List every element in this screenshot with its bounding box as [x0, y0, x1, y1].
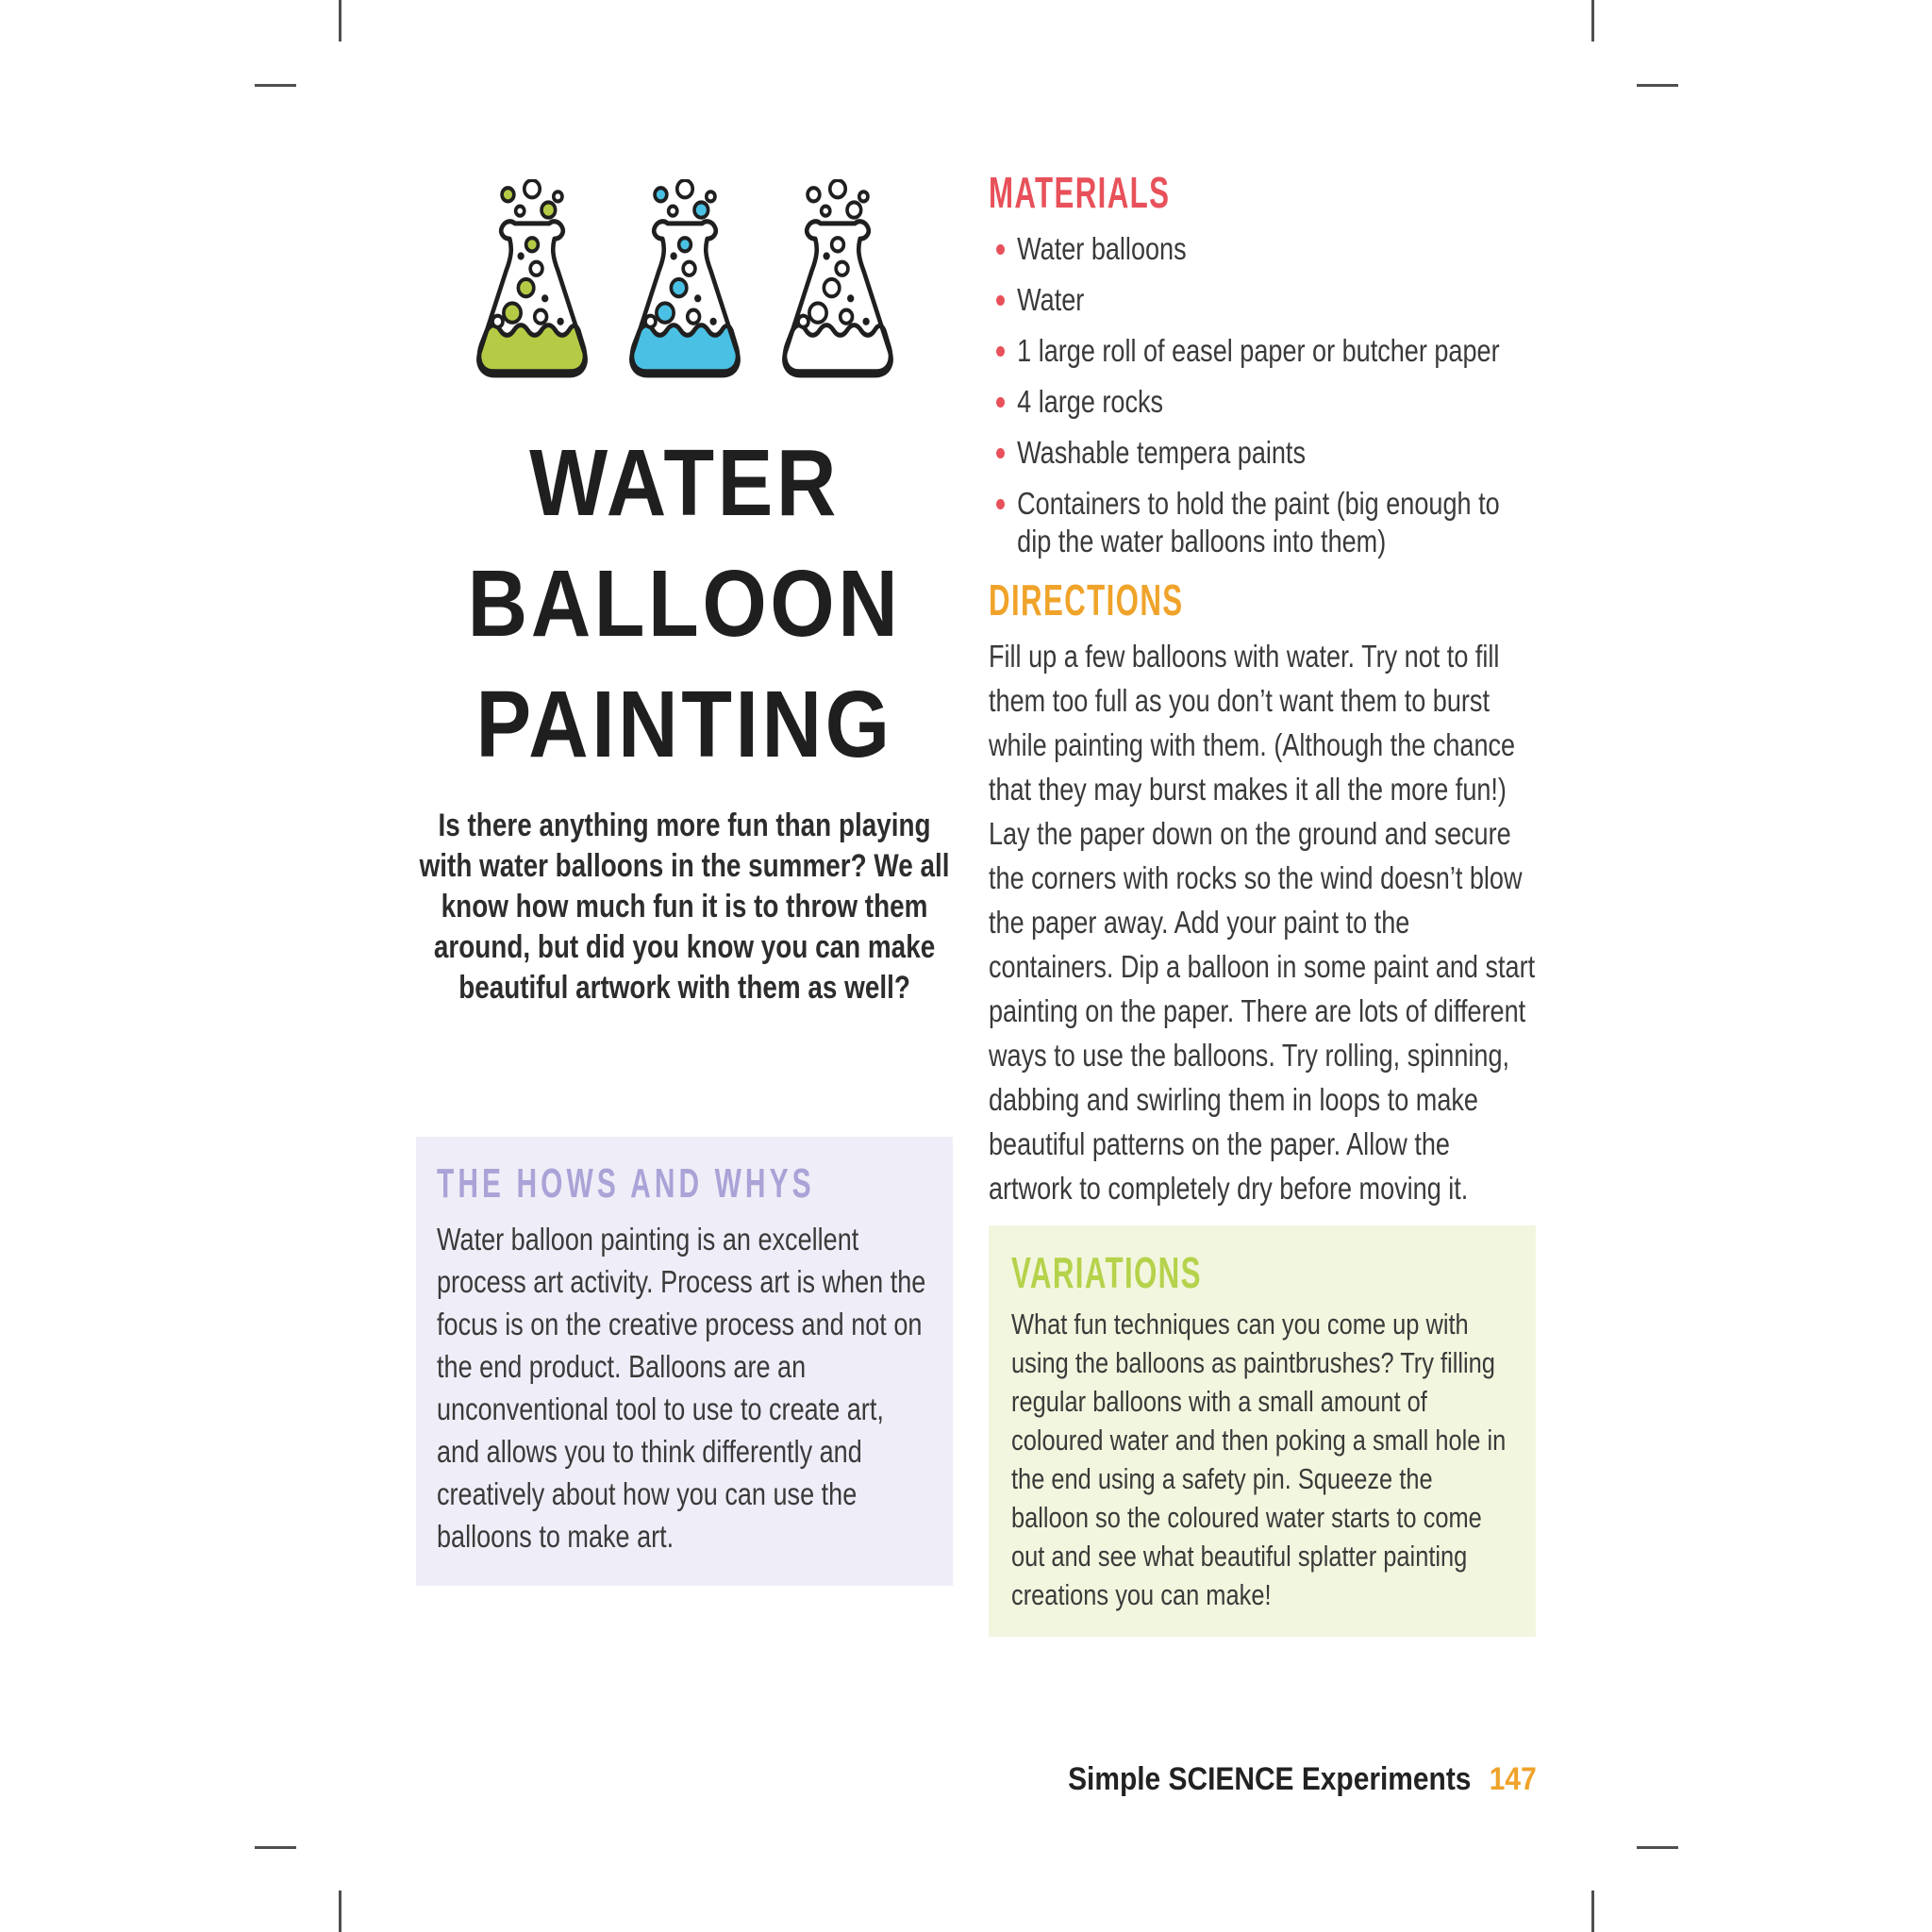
materials-item [996, 485, 1538, 560]
materials-item [996, 383, 1538, 421]
page-footer [1055, 1760, 1541, 1798]
page-title [448, 423, 921, 785]
variations-box [989, 1225, 1536, 1637]
intro-text: Is there anything more fun than playing with water balloons in the summer? We all know how much fun it is to throw them around, but did you know you can make beautiful artwork with them as well? [419, 808, 950, 1006]
variations-heading: VARIATIONS [1011, 1248, 1202, 1297]
title-line-3: PAINTING [475, 672, 893, 777]
right-column [989, 168, 1536, 1637]
title-line-2: BALLOON [467, 551, 902, 657]
bullet-icon [996, 346, 1005, 357]
bullet-icon [996, 499, 1005, 509]
materials-item-text: Water [1017, 282, 1085, 317]
left-column [416, 179, 953, 1586]
bullet-icon [996, 244, 1005, 255]
directions-text: Fill up a few balloons with water. Try not to fill them too full as you don’t want them to burst while painting with them. (Although the chance that they may burst makes it all the more fun!) Lay the paper down on the ground and secure the corners with rocks so the wind doesn’t blow the paper away. Add your paint to the containers. Dip a balloon in some paint and start painting on the paper. There are lots of different ways to use the balloons. Try rolling, spinning, dabbing and swirling them in loops to make beautiful patterns on the paper. Allow the artwork to completely dry before moving it. [989, 639, 1536, 1206]
materials-item-text: Washable tempera paints [1017, 435, 1306, 470]
bullet-icon [996, 448, 1005, 458]
bullet-icon [996, 397, 1005, 408]
hows-and-whys-box [416, 1137, 953, 1586]
crop-mark-top-right-vertical [1591, 0, 1594, 42]
hows-and-whys-text: Water balloon painting is an excellent process art activity. Process art is when the focus is on the creative process and not on the end product. Balloons are an unconventional tool to use to create art, and allows you to think differently and creatively about how you can use the balloons to make art. [437, 1222, 926, 1554]
materials-item-text: 4 large rocks [1017, 384, 1164, 419]
materials-item-text: 1 large roll of easel paper or butcher paper [1017, 333, 1500, 368]
crop-mark-top-left-vertical [339, 0, 341, 42]
flask-illustration [416, 179, 953, 383]
crop-mark-top-left-horizontal [255, 84, 296, 87]
materials-item [996, 281, 1538, 319]
page-number: 147 [1489, 1761, 1537, 1797]
materials-item-text: Containers to hold the paint (big enough to dip the water balloons into them) [1017, 486, 1500, 558]
materials-item-text: Water balloons [1017, 231, 1187, 266]
materials-heading: MATERIALS [989, 168, 1171, 217]
crop-mark-bottom-right-horizontal [1637, 1846, 1678, 1849]
materials-item [996, 332, 1538, 370]
bullet-icon [996, 295, 1005, 306]
book-title: Simple SCIENCE Experiments [1068, 1761, 1472, 1797]
flask-white-icon [769, 179, 907, 383]
crop-mark-top-right-horizontal [1637, 84, 1678, 87]
crop-mark-bottom-left-vertical [339, 1890, 341, 1932]
materials-item [996, 434, 1538, 472]
variations-text: What fun techniques can you come up with using the balloons as paintbrushes? Try filling regular balloons with a small amount of coloured water and then poking a small hole in the end using a safety pin. Squeeze the balloon so the coloured water starts to come out and see what beautiful splatter painting creations you can make! [1011, 1307, 1507, 1611]
crop-mark-bottom-right-vertical [1591, 1890, 1594, 1932]
hows-and-whys-heading: THE HOWS AND WHYS [437, 1160, 815, 1207]
materials-list [996, 230, 1538, 560]
directions-heading: DIRECTIONS [989, 575, 1184, 625]
flask-green-icon [463, 179, 601, 383]
title-line-1: WATER [529, 430, 840, 536]
flask-blue-icon [616, 179, 754, 383]
materials-item [996, 230, 1538, 268]
crop-mark-bottom-left-horizontal [255, 1846, 296, 1849]
